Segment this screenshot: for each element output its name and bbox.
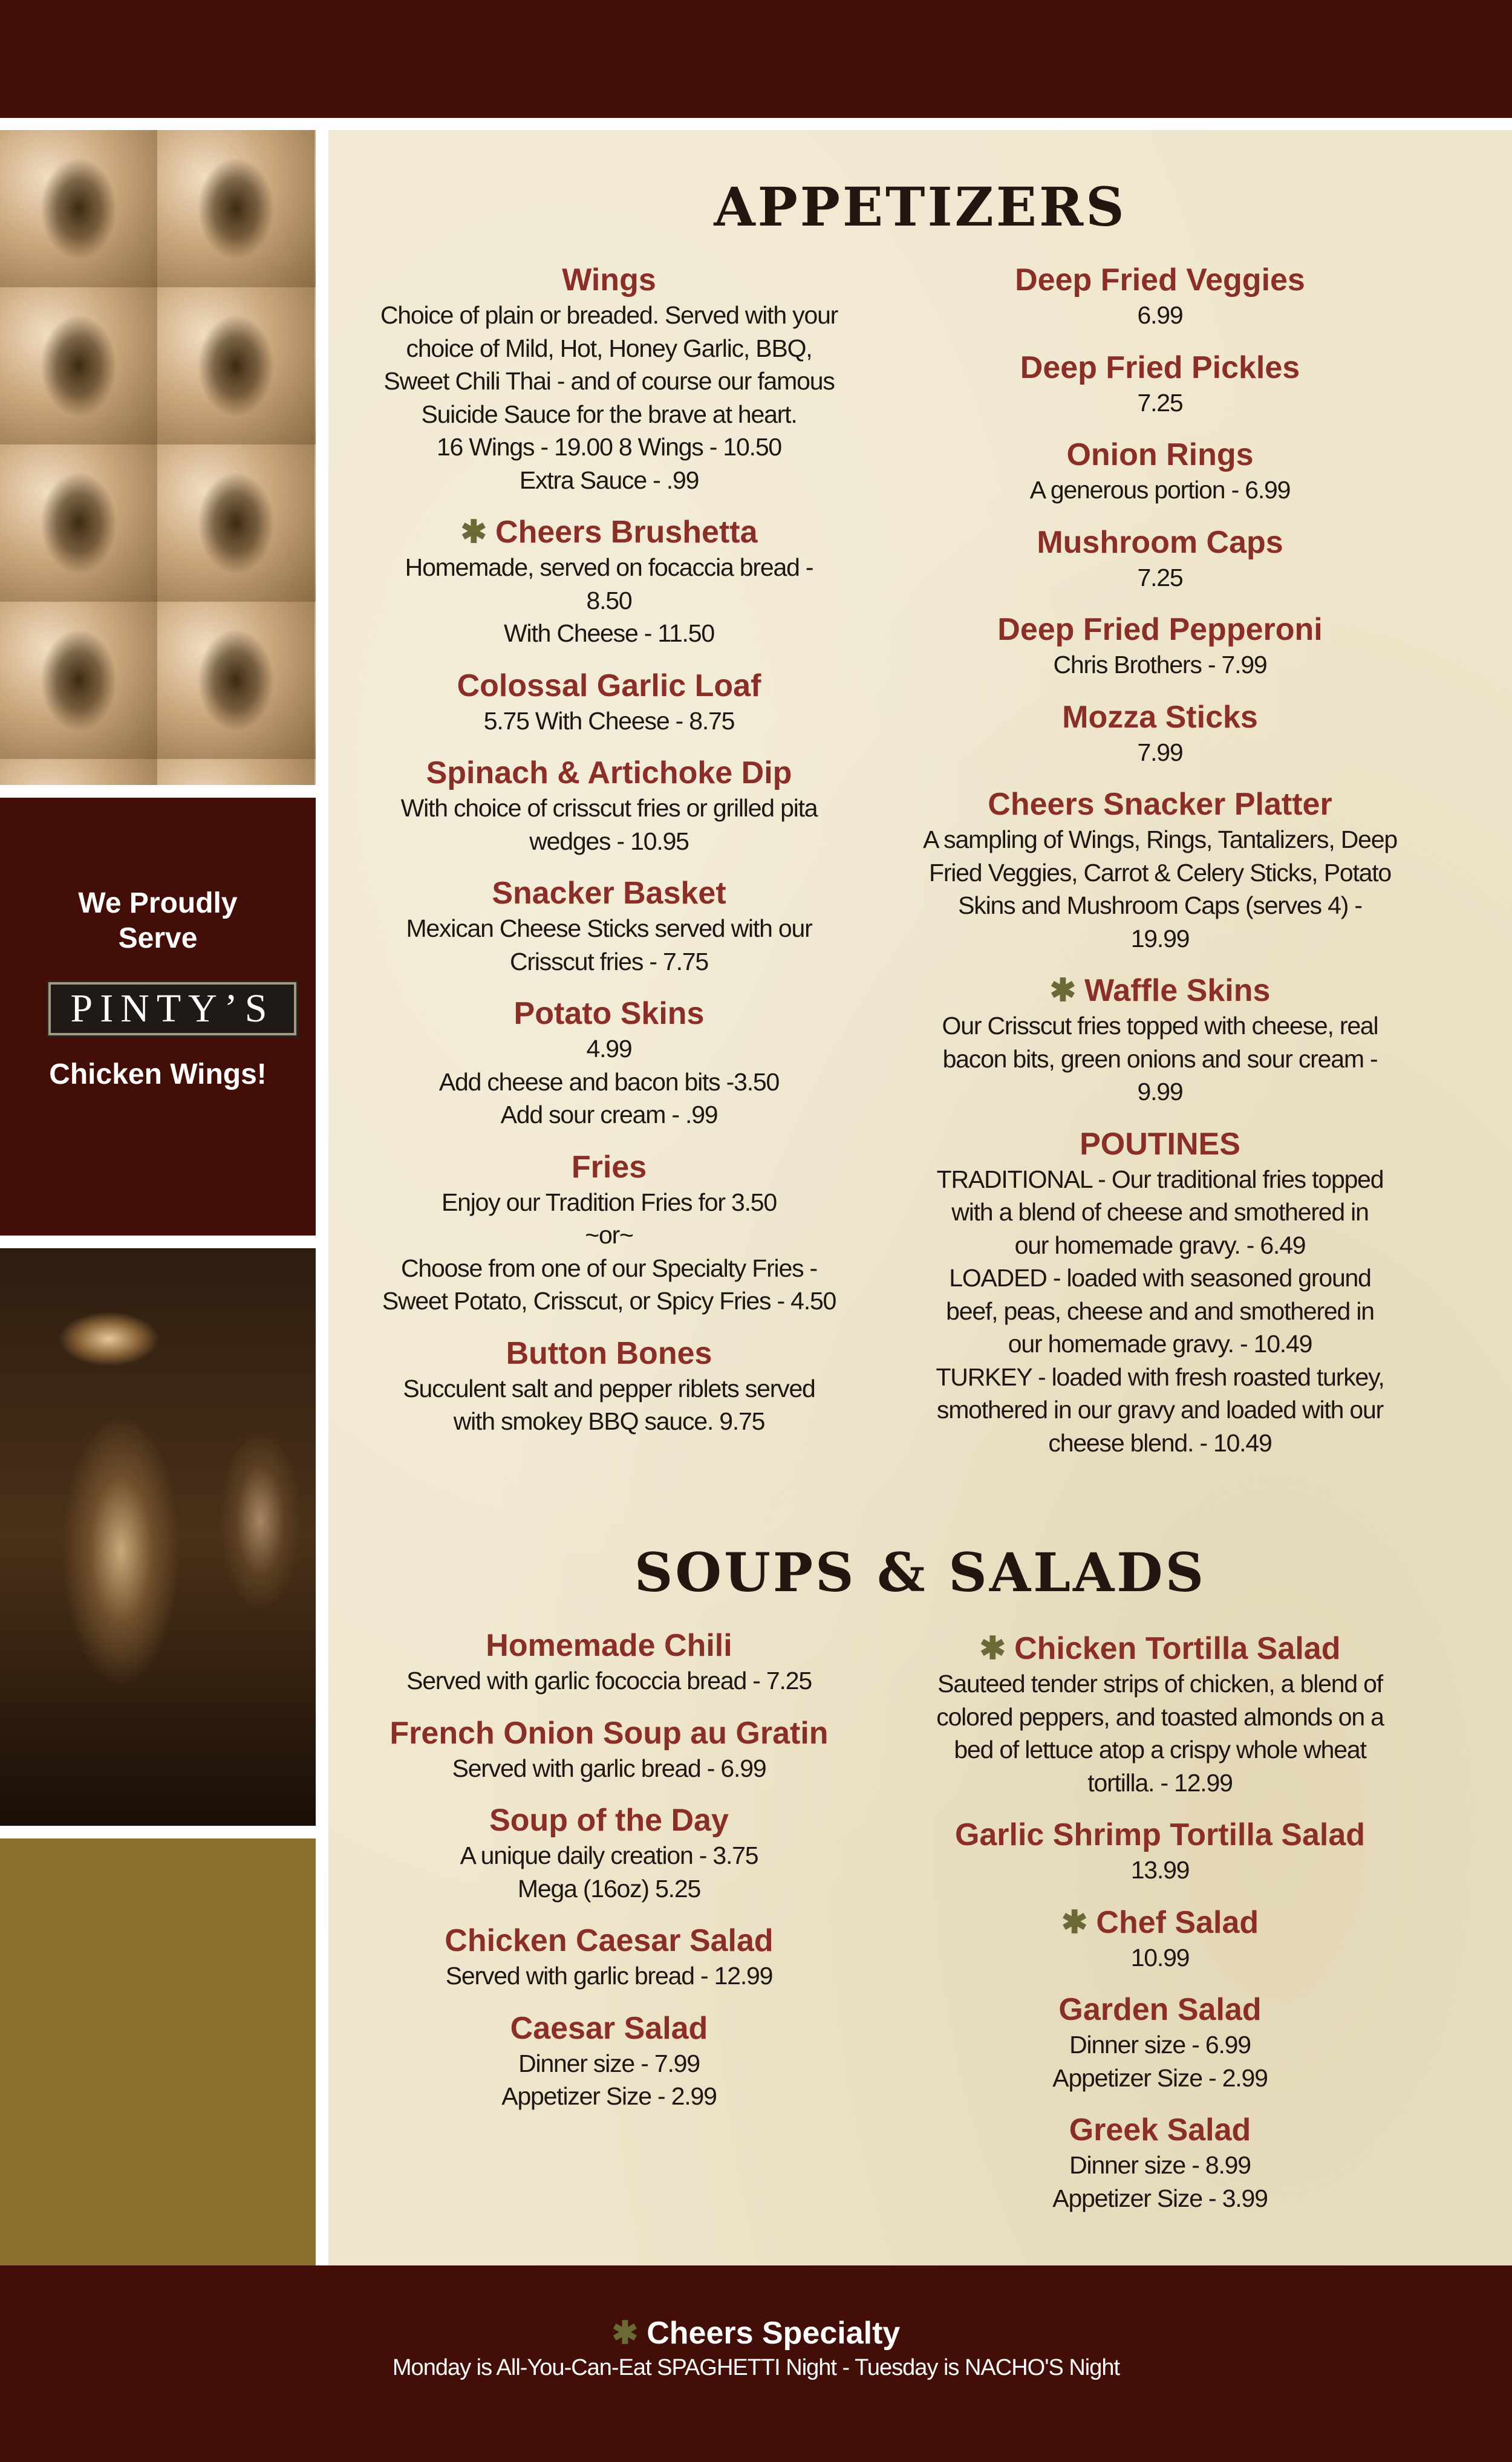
menu-item-name: [888, 786, 1432, 823]
star-icon: ✱: [611, 2316, 639, 2351]
menu-item-name-text: Spinach & Artichoke Dip: [426, 755, 792, 790]
menu-item-name: [888, 1125, 1432, 1163]
menu-item-name: [888, 349, 1432, 386]
menu-item: [337, 874, 881, 978]
star-icon: ✱: [1061, 1904, 1088, 1940]
menu-item-name-text: Waffle Skins: [1084, 973, 1271, 1008]
appetizers-title: APPETIZERS: [714, 175, 1127, 238]
menu-item-name: [888, 524, 1432, 561]
menu-item: [888, 699, 1432, 769]
menu-item-description: TRADITIONAL - Our traditional fries topped with a blend of cheese and smothered in our homemade gravy. - 6.49 LOADED - loaded with seasoned ground beef, peas, cheese and and smothered in our homemade gravy. - 10.49 TURKEY - loaded with fresh roasted turkey, smothered in our gravy and loaded with our cheese blend. - 10.49: [936, 1165, 1384, 1457]
gold-panel: [0, 1838, 316, 2265]
star-icon: ✱: [460, 515, 487, 550]
menu-item: [888, 786, 1432, 955]
menu-item: [888, 524, 1432, 594]
menu-item-description: 7.99: [1137, 738, 1183, 766]
menu-item-name: [888, 1904, 1432, 1941]
menu-item-name: [337, 1802, 881, 1839]
pintys-promo-panel: [0, 798, 316, 1236]
specials-title: [0, 2315, 1512, 2351]
menu-item-description: A sampling of Wings, Rings, Tantalizers, Deep Fried Veggies, Carrot & Celery Sticks, Potato Skins and Mushroom Caps (serves 4) - 19.99: [923, 826, 1397, 953]
menu-item: [888, 1816, 1432, 1887]
pintys-logo: PINTY’S: [48, 982, 296, 1035]
menu-item-name: [888, 261, 1432, 299]
menu-item-description: Enjoy our Tradition Fries for 3.50 ~or~ Choose from one of our Specialty Fries - Sweet Potato, Crisscut, or Spicy Fries - 4.50: [382, 1188, 836, 1315]
menu-item: [888, 611, 1432, 682]
menu-item-name-text: Mozza Sticks: [1062, 699, 1258, 735]
menu-item-name: [337, 2010, 881, 2047]
menu-item-name-text: Caesar Salad: [510, 2010, 708, 2046]
menu-item-name: [888, 436, 1432, 474]
menu-item-description: Dinner size - 7.99 Appetizer Size - 2.99: [501, 2049, 717, 2110]
menu-item-description: 5.75 With Cheese - 8.75: [483, 706, 735, 735]
menu-item-name: [337, 1335, 881, 1372]
menu-item-name-text: Cheers Snacker Platter: [988, 787, 1332, 822]
menu-item: [888, 972, 1432, 1109]
menu-item-name: [337, 261, 881, 299]
menu-item-description: Dinner size - 8.99 Appetizer Size - 3.99: [1052, 2151, 1268, 2212]
menu-item-name-text: Chef Salad: [1096, 1904, 1259, 1940]
menu-item-name: [888, 699, 1432, 736]
menu-item-name: [337, 1715, 881, 1752]
menu-item: [888, 1991, 1432, 2094]
menu-item: [888, 349, 1432, 420]
menu-item-name: [888, 611, 1432, 648]
promo-heading: We Proudly Serve: [78, 887, 238, 954]
star-icon: ✱: [979, 1631, 1006, 1666]
menu-item-name-text: Chicken Tortilla Salad: [1014, 1631, 1341, 1666]
menu-item-description: Served with garlic bread - 12.99: [445, 1962, 773, 1990]
menu-item: [888, 1630, 1432, 1799]
appetizers-right-column: [888, 261, 1432, 1476]
promo-subheading: Chicken Wings!: [49, 1058, 267, 1090]
menu-item-name: [888, 972, 1432, 1009]
menu-item-name: [337, 667, 881, 705]
star-icon: ✱: [1049, 973, 1077, 1008]
menu-item-name-text: Deep Fried Veggies: [1015, 262, 1305, 298]
soups-salads-title: SOUPS & SALADS: [634, 1541, 1207, 1604]
menu-item-description: Served with garlic bread - 6.99: [452, 1754, 766, 1782]
menu-item-name-text: Fries: [571, 1149, 647, 1185]
menu-item-description: Served with garlic fococcia bread - 7.25: [406, 1667, 812, 1695]
specials-title-text: Cheers Specialty: [647, 2316, 901, 2351]
menu-item-name: [337, 1148, 881, 1186]
beer-taps-photo: [0, 1248, 316, 1826]
menu-item-description: 13.99: [1130, 1856, 1190, 1884]
specials-subtitle: Monday is All-You-Can-Eat SPAGHETTI Night - Tuesday is NACHO'S Night: [392, 2355, 1120, 2380]
menu-item-description: Chris Brothers - 7.99: [1053, 651, 1267, 679]
menu-item: [337, 1802, 881, 1905]
menu-item-description: 7.25: [1137, 388, 1183, 417]
appetizers-left-column: [337, 261, 881, 1455]
menu-item: [337, 1922, 881, 1993]
menu-item-description: With choice of crisscut fries or grilled pita wedges - 10.95: [400, 794, 818, 855]
menu-item-name-text: Soup of the Day: [489, 1803, 729, 1838]
footer-specials: [0, 2265, 1512, 2462]
menu-item-description: 4.99 Add cheese and bacon bits -3.50 Add sour cream - .99: [438, 1035, 780, 1128]
menu-item-name-text: Deep Fried Pepperoni: [997, 612, 1323, 647]
menu-item-description: Sauteed tender strips of chicken, a blend of colored peppers, and toasted almonds on a bed of lettuce atop a crispy whole wheat tortilla. - 12.99: [936, 1670, 1384, 1797]
menu-item: [337, 1715, 881, 1785]
menu-item: [888, 261, 1432, 332]
menu-item: [337, 1627, 881, 1698]
menu-item-description: A unique daily creation - 3.75 Mega (16oz) 5.25: [460, 1842, 758, 1903]
menu-item-name: [337, 754, 881, 792]
menu-item-name-text: Homemade Chili: [486, 1628, 732, 1663]
menu-item-description: 6.99: [1137, 301, 1183, 329]
menu-item-name-text: Mushroom Caps: [1037, 524, 1283, 560]
menu-item: [337, 513, 881, 650]
menu-item: [337, 995, 881, 1132]
menu-item-description: Mexican Cheese Sticks served with our Crisscut fries - 7.75: [406, 914, 812, 975]
menu-item-name-text: Potato Skins: [513, 996, 705, 1031]
menu-item-description: Our Crisscut fries topped with cheese, real bacon bits, green onions and sour cream - 9.99: [942, 1012, 1378, 1106]
soups-left-column: [337, 1627, 881, 2130]
menu-item-name: [888, 1630, 1432, 1667]
menu-item-name-text: Colossal Garlic Loaf: [457, 668, 761, 703]
menu-item-name-text: Chicken Caesar Salad: [445, 1923, 774, 1958]
menu-item-name: [888, 2111, 1432, 2149]
menu-item: [888, 1904, 1432, 1975]
menu-item-name-text: Snacker Basket: [492, 876, 726, 911]
menu-item-description: Choice of plain or breaded. Served with your choice of Mild, Hot, Honey Garlic, BBQ, Sweet Chili Thai - and of course our famous Suicide Sauce for the brave at heart. 16 Wings - 19.00 8 Wings - 10.50 Extra Sauce - .99: [380, 301, 838, 494]
menu-item: [337, 667, 881, 738]
soups-right-column: [888, 1630, 1432, 2232]
menu-item-name-text: Greek Salad: [1069, 2112, 1251, 2148]
menu-item-description: A generous portion - 6.99: [1029, 476, 1291, 504]
menu-item-name-text: Cheers Brushetta: [495, 515, 758, 550]
menu-item-name-text: Garden Salad: [1058, 1992, 1262, 2027]
menu-item-name: [337, 995, 881, 1032]
menu-item: [888, 1125, 1432, 1460]
menu-item: [337, 2010, 881, 2113]
menu-item-name: [337, 874, 881, 912]
menu-item-description: Succulent salt and pepper riblets served with smokey BBQ sauce. 9.75: [403, 1374, 815, 1435]
menu-item: [337, 1148, 881, 1318]
menu-item-name-text: Wings: [562, 262, 656, 298]
menu-item-description: 7.25: [1137, 563, 1183, 591]
menu-item: [888, 2111, 1432, 2215]
menu-item-description: 10.99: [1130, 1943, 1190, 1972]
menu-item-name-text: POUTINES: [1080, 1126, 1240, 1162]
menu-item: [337, 754, 881, 858]
menu-item-description: Homemade, served on focaccia bread - 8.50 With Cheese - 11.50: [405, 553, 813, 647]
menu-item-name: [888, 1816, 1432, 1854]
menu-item-name: [337, 1922, 881, 1959]
top-banner: [0, 0, 1512, 118]
menu-item-name: [888, 1991, 1432, 2028]
decorative-tile-photo: [0, 130, 316, 785]
menu-item-name: [337, 513, 881, 551]
menu-item-name: [337, 1627, 881, 1664]
menu-item-name-text: Button Bones: [506, 1335, 712, 1371]
menu-item-name-text: Onion Rings: [1066, 437, 1254, 472]
menu-item-name-text: French Onion Soup au Gratin: [389, 1715, 829, 1751]
menu-item-name-text: Garlic Shrimp Tortilla Salad: [954, 1817, 1366, 1852]
menu-item-name-text: Deep Fried Pickles: [1020, 350, 1300, 385]
menu-item-description: Dinner size - 6.99 Appetizer Size - 2.99: [1052, 2031, 1268, 2092]
menu-item: [337, 261, 881, 497]
menu-item: [888, 436, 1432, 507]
menu-item: [337, 1335, 881, 1438]
